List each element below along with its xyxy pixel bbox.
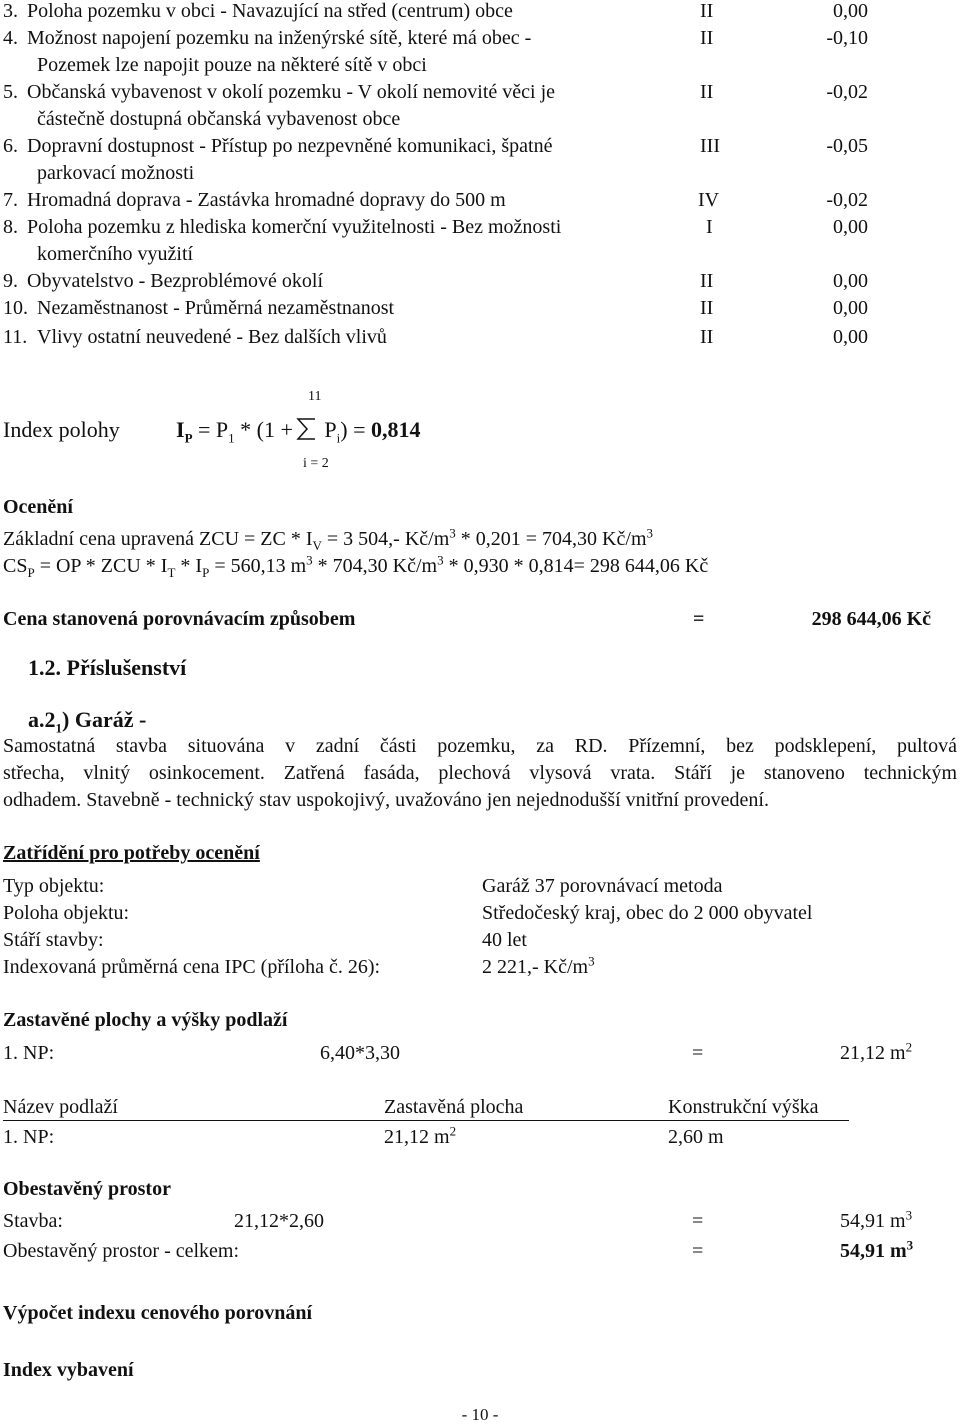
- factor-value: 0,00: [833, 216, 868, 238]
- plochy-label: 1. NP:: [3, 1042, 55, 1064]
- factor-text-cont: komerčního využití: [37, 243, 194, 265]
- factor-text: Občanská vybavenost v okolí pozemku - V okolí nemovité věci je: [27, 81, 556, 103]
- sigma-icon: [296, 417, 318, 441]
- factor-value: 0,00: [833, 0, 868, 22]
- factor-value: -0,02: [826, 189, 868, 211]
- factor-num: 6.: [3, 135, 18, 157]
- garaz-line: odhadem. Stavebně - technický stav uspokojivý, uvažováno jen nejednodušší vnitřní provedení.: [3, 789, 769, 811]
- oceneni-heading: Ocenění: [3, 496, 73, 518]
- factor-class: II: [700, 326, 714, 348]
- cena-value: 298 644,06 Kč: [811, 608, 931, 630]
- podlazi-header-height: Konstrukční výška: [668, 1096, 819, 1118]
- factor-class: I: [706, 216, 713, 238]
- plochy-heading: Zastavěné plochy a výšky podlaží: [3, 1009, 288, 1031]
- index-label: Index polohy: [3, 417, 120, 442]
- obestaveny-total-label: Obestavěný prostor - celkem:: [3, 1240, 240, 1262]
- factor-class: II: [700, 297, 714, 319]
- podlazi-header-area: Zastavěná plocha: [384, 1096, 524, 1118]
- factor-num: 5.: [3, 81, 18, 103]
- obestaveny-label: Stavba:: [3, 1210, 63, 1232]
- factor-value: -0,02: [826, 81, 868, 103]
- factor-text: Nezaměstnanost - Průměrná nezaměstnanost: [37, 297, 395, 319]
- obestaveny-equals: =: [692, 1210, 704, 1232]
- zatrideni-heading: Zatřídění pro potřeby ocenění: [3, 842, 260, 864]
- garaz-heading: $a.2_1$) Garáž -: [28, 707, 147, 736]
- obestaveny-heading: Obestavěný prostor: [3, 1178, 171, 1200]
- csp-formula: $CS_P$ = OP * ZCU * $I_T * I_P = 560,13$ $m^3 * 704,30$ $Kč/m^3 * 0,930 * 0,814= 298$ 644,06 Kč: [3, 552, 709, 580]
- factor-value: -0,10: [826, 27, 868, 49]
- zatrideni-value: 40 let: [482, 929, 527, 951]
- podlazi-header-name: Název podlaží: [3, 1096, 118, 1118]
- factor-value: -0,05: [826, 135, 868, 157]
- garaz-description: [3, 733, 957, 814]
- plochy-value: 21,12 $m^2$: [840, 1039, 913, 1064]
- sum-lower-limit: i = 2: [303, 456, 329, 471]
- zcu-formula: Základní cena upravená ZCU = ZC * $I_V = 3$ 504,- $Kč/m^3 * 0,201 = 704,30$ $Kč/m^3$: [3, 525, 653, 553]
- zatrideni-value: Garáž 37 porovnávací metoda: [482, 875, 723, 897]
- zatrideni-label: Typ objektu:: [3, 875, 105, 897]
- factor-class: II: [700, 0, 714, 22]
- vypocet-heading: Výpočet indexu cenového porovnání: [3, 1302, 313, 1324]
- factor-text: Poloha pozemku v obci - Navazující na střed (centrum) obce: [27, 0, 513, 22]
- obestaveny-value: 54,91 $m^3$: [840, 1207, 913, 1232]
- factor-num: 3.: [3, 0, 18, 22]
- factor-text: Poloha pozemku z hlediska komerční využitelnosti - Bez možnosti: [27, 216, 562, 238]
- factor-text-cont: Pozemek lze napojit pouze na některé sítě v obci: [37, 54, 427, 76]
- factor-class: II: [700, 81, 714, 103]
- factor-value: 0,00: [833, 326, 868, 348]
- obestaveny-total-value: 54,91 $m^3$: [840, 1237, 914, 1262]
- index-equation: $I_P = P_1 * (1 + P_i) = 0,814$: [176, 417, 421, 446]
- factor-text-cont: parkovací možnosti: [37, 162, 195, 184]
- podlazi-row-height: 2,60 m: [668, 1126, 724, 1148]
- vybaveni-heading: Index vybavení: [3, 1359, 134, 1381]
- factor-text: Možnost napojení pozemku na inženýrské sítě, které má obec -: [27, 27, 532, 49]
- factor-num: 8.: [3, 216, 18, 238]
- zatrideni-value: 2 221,- $Kč/m^3$: [482, 953, 595, 978]
- zatrideni-label: Stáří stavby:: [3, 929, 104, 951]
- factor-text: Hromadná doprava - Zastávka hromadné dopravy do 500 m: [27, 189, 506, 211]
- prislusenstvi-heading: 1.2. Příslušenství: [28, 655, 187, 680]
- factor-class: II: [700, 27, 714, 49]
- factor-class: II: [700, 270, 714, 292]
- podlazi-row-area: 21,12 $m^2$: [384, 1123, 457, 1148]
- factor-value: 0,00: [833, 297, 868, 319]
- zatrideni-value: Středočeský kraj, obec do 2 000 obyvatel: [482, 902, 813, 924]
- factor-class: IV: [698, 189, 720, 211]
- sum-upper-limit: 11: [308, 389, 322, 404]
- plochy-equals: =: [692, 1042, 704, 1064]
- factor-num: 7.: [3, 189, 18, 211]
- cena-equals: =: [693, 608, 705, 630]
- factor-num: 4.: [3, 27, 18, 49]
- factor-num: 9.: [3, 270, 18, 292]
- garaz-line: Samostatná stavba situována v zadní části pozemku, za RD. Přízemní, bez podsklepení, pultová: [3, 735, 957, 757]
- garaz-line: střecha, vlnitý osinkocement. Zatřená fasáda, plechová vlysová vrata. Stáří je stanoveno technickým: [3, 762, 957, 784]
- factor-value: 0,00: [833, 270, 868, 292]
- obestaveny-calc: 21,12*2,60: [234, 1210, 324, 1232]
- plochy-calc: 6,40*3,30: [320, 1042, 400, 1064]
- zatrideni-label: Poloha objektu:: [3, 902, 130, 924]
- factor-class: III: [700, 135, 720, 157]
- podlazi-header-divider: [3, 1120, 849, 1121]
- factor-text: Dopravní dostupnost - Přístup po nezpevněné komunikaci, špatné: [27, 135, 553, 157]
- factor-num: 10.: [3, 297, 28, 319]
- podlazi-row-name: 1. NP:: [3, 1126, 55, 1148]
- zatrideni-label: Indexovaná průměrná cena IPC (příloha č. 26):: [3, 956, 381, 978]
- page-number: - 10 -: [461, 1405, 499, 1424]
- cena-label: Cena stanovená porovnávacím způsobem: [3, 608, 356, 630]
- factor-text: Obyvatelstvo - Bezproblémové okolí: [27, 270, 324, 292]
- factor-num: 11.: [3, 326, 28, 348]
- factor-text-cont: částečně dostupná občanská vybavenost obce: [37, 108, 401, 130]
- obestaveny-total-equals: =: [692, 1240, 704, 1262]
- factor-text: Vlivy ostatní neuvedené - Bez dalších vlivů: [37, 326, 387, 348]
